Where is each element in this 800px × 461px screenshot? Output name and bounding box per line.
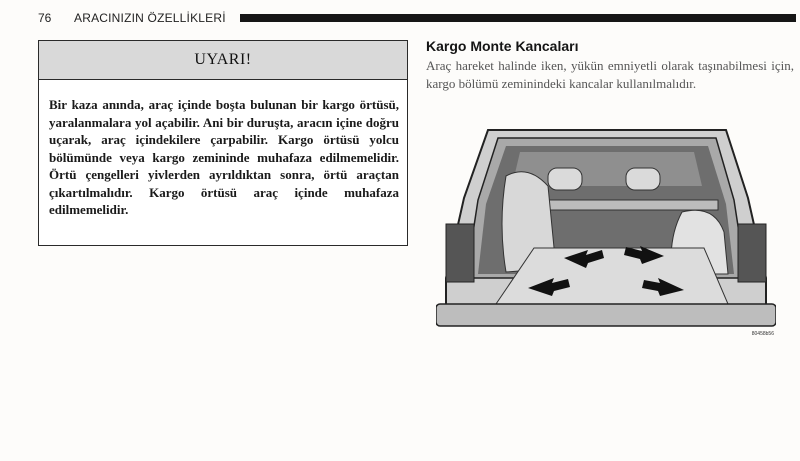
page-number: 76 bbox=[38, 11, 52, 25]
warning-title-band bbox=[39, 41, 407, 80]
section-title: Kargo Monte Kancaları bbox=[426, 38, 579, 54]
warning-box bbox=[38, 40, 408, 246]
page-header bbox=[0, 0, 800, 34]
chapter-title: ARACINIZIN ÖZELLİKLERİ bbox=[74, 11, 226, 25]
header-rule bbox=[240, 14, 796, 22]
cargo-area-illustration bbox=[436, 128, 776, 340]
warning-text: Bir kaza anında, araç içinde boşta bulunan bir kargo örtüsü, yaralanmalara yol açabilir. Ani bir duruşta, aracın içine doğru uçarak, araç içindekilere çarpabilir. Kargo örtüsü yolcu bölümünde veya kargo zemininde muhafaza edilmemelidir. Örtü çengelleri yivlerden ayrıldıktan sonra, örtü araçtan çıkartılmalıdır. Kargo örtüsü araç içinde muhafaza edilmemelidir. bbox=[49, 97, 399, 217]
warning-title: UYARI! bbox=[194, 51, 252, 68]
figure-code: 80458b56 bbox=[751, 331, 774, 337]
section-text: Araç hareket halinde iken, yükün emniyetli olarak taşınabilmesi için, kargo bölümü zeminindeki kancalar kullanılmalıdır. bbox=[426, 58, 794, 91]
